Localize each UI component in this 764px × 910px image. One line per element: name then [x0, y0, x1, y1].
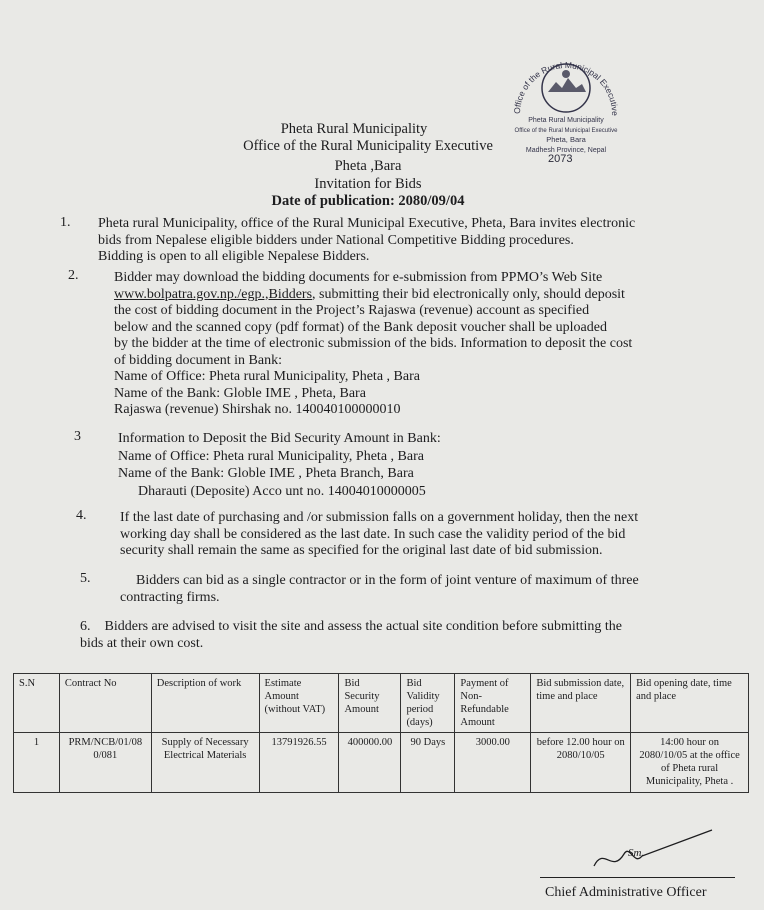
- signatory-title: Chief Administrative Officer: [545, 885, 707, 900]
- table-header: S.N: [14, 674, 60, 733]
- table-header: Bid submission date, time and place: [531, 674, 631, 733]
- seal-line-3: Pheta, Bara: [546, 135, 586, 144]
- clause-line: below and the scanned copy (pdf format) of the Bank deposit voucher shall be uploaded: [114, 319, 607, 335]
- clause-line: of bidding document in Bank:: [114, 352, 282, 368]
- clause-number: 4.: [76, 508, 87, 523]
- table-header: Payment of Non-Refundable Amount: [455, 674, 531, 733]
- clause-3: [118, 430, 678, 500]
- clause-line: the cost of bidding document in the Project’s Rajaswa (revenue) account as specified: [114, 303, 590, 318]
- bank-name-line: Name of the Bank: Globle IME , Pheta, Bara: [114, 385, 366, 401]
- clause-line: working day shall be considered as the last date. In such case the validity period of the bid: [120, 526, 626, 542]
- table-header: Contract No: [59, 674, 151, 733]
- clause-line: If the last date of purchasing and /or submission falls on a government holiday, then the next: [120, 510, 639, 525]
- clause-line: bids at their own cost.: [80, 635, 204, 651]
- clause-line: security shall remain the same as specified for the original last date of bid submission.: [120, 543, 603, 558]
- office-name-line: Name of Office: Pheta rural Municipality, Pheta , Bara: [118, 448, 424, 464]
- org-name: Pheta Rural Municipality: [280, 121, 428, 137]
- table-cell: 13791926.55: [259, 733, 339, 793]
- clause-line: Bidder may download the bidding documents for e-submission from PPMO’s Web Site: [114, 270, 603, 285]
- table-header: Bid Security Amount: [339, 674, 401, 733]
- seal-sun-icon: [562, 70, 570, 78]
- clause-line: 6. Bidders are advised to visit the site and assess the actual site condition before submitting the: [80, 619, 622, 634]
- table-cell: 3000.00: [455, 733, 531, 793]
- signature-scribble: Sm.: [628, 847, 645, 859]
- clause-number: 5.: [80, 571, 91, 586]
- table-cell: 14:00 hour on 2080/10/05 at the office of Pheta rural Municipality, Pheta .: [631, 733, 749, 793]
- seal-ring-text: Office of the Rural Municipal Executive: [511, 59, 621, 116]
- clause-number: 2.: [68, 268, 79, 283]
- table-header: Bid opening date, time and place: [631, 674, 749, 733]
- clause-number: 1.: [60, 215, 71, 230]
- table-header: Bid Validity period (days): [401, 674, 455, 733]
- table-cell: before 12.00 hour on 2080/10/05: [531, 733, 631, 793]
- clause-number: 6.: [80, 619, 91, 634]
- seal-line-2: Office of the Rural Municipal Executive: [514, 128, 618, 134]
- clause-6: [80, 619, 680, 652]
- signature-line: [540, 877, 735, 878]
- clause-5: [120, 573, 680, 606]
- table-header-row: [14, 674, 749, 733]
- deposit-account-line: Dharauti (Deposite) Acco unt no. 14004010000005: [138, 483, 426, 499]
- seal-line-1: Pheta Rural Municipality: [528, 117, 604, 124]
- clause-line: bids from Nepalese eligible bidders under National Competitive Bidding procedures.: [98, 232, 574, 248]
- table-cell: PRM/NCB/01/080/081: [59, 733, 151, 793]
- office-name: Office of the Rural Municipality Executive: [243, 138, 493, 154]
- bolpatra-link[interactable]: www.bolpatra.gov.np./egp.,Bidders: [114, 286, 313, 302]
- clause-line: Information to Deposit the Bid Security Amount in Bank:: [118, 431, 441, 446]
- clause-2: [114, 270, 677, 419]
- table-cell: 400000.00: [339, 733, 401, 793]
- clause-number: 3: [74, 429, 81, 444]
- office-name-line: Name of Office: Pheta rural Municipality, Pheta , Bara: [114, 369, 420, 384]
- clause-line: Bidders can bid as a single contractor or in the form of joint venture of maximum of three: [136, 573, 639, 588]
- office-place: Pheta ,Bara: [334, 158, 402, 174]
- clause-1: [98, 216, 677, 266]
- publication-date: Date of publication: 2080/09/04: [271, 193, 465, 209]
- bid-details-table: [13, 673, 749, 793]
- bank-name-line: Name of the Bank: Globle IME , Pheta Branch, Bara: [118, 466, 414, 481]
- clause-line: www.bolpatra.gov.np./egp.,Bidders, submitting their bid electronically only, should deposit: [114, 286, 625, 302]
- clause-line: by the bidder at the time of electronic submission of the bids. Information to deposit the cost: [114, 336, 633, 351]
- seal-year: 2073: [548, 153, 573, 165]
- signature: [590, 826, 720, 878]
- clause-line: Pheta rural Municipality, office of the Rural Municipal Executive, Pheta, Bara invites electronic: [98, 216, 636, 231]
- table-cell: 1: [14, 733, 60, 793]
- table-cell: Supply of Necessary Electrical Materials: [151, 733, 259, 793]
- table-row: [14, 733, 749, 793]
- clause-line: Bidding is open to all eligible Nepalese Bidders.: [98, 249, 370, 264]
- seal-mountain-icon: [548, 78, 586, 92]
- notice-title: Invitation for Bids: [314, 176, 422, 192]
- table-header: Estimate Amount (without VAT): [259, 674, 339, 733]
- seal-line-4: Madhesh Province, Nepal: [525, 147, 607, 154]
- table-cell: 90 Days: [401, 733, 455, 793]
- table-header: Description of work: [151, 674, 259, 733]
- revenue-account-line: Rajaswa (revenue) Shirshak no. 140040100000010: [114, 402, 401, 417]
- clause-4: [120, 510, 678, 560]
- clause-line: contracting firms.: [120, 589, 220, 605]
